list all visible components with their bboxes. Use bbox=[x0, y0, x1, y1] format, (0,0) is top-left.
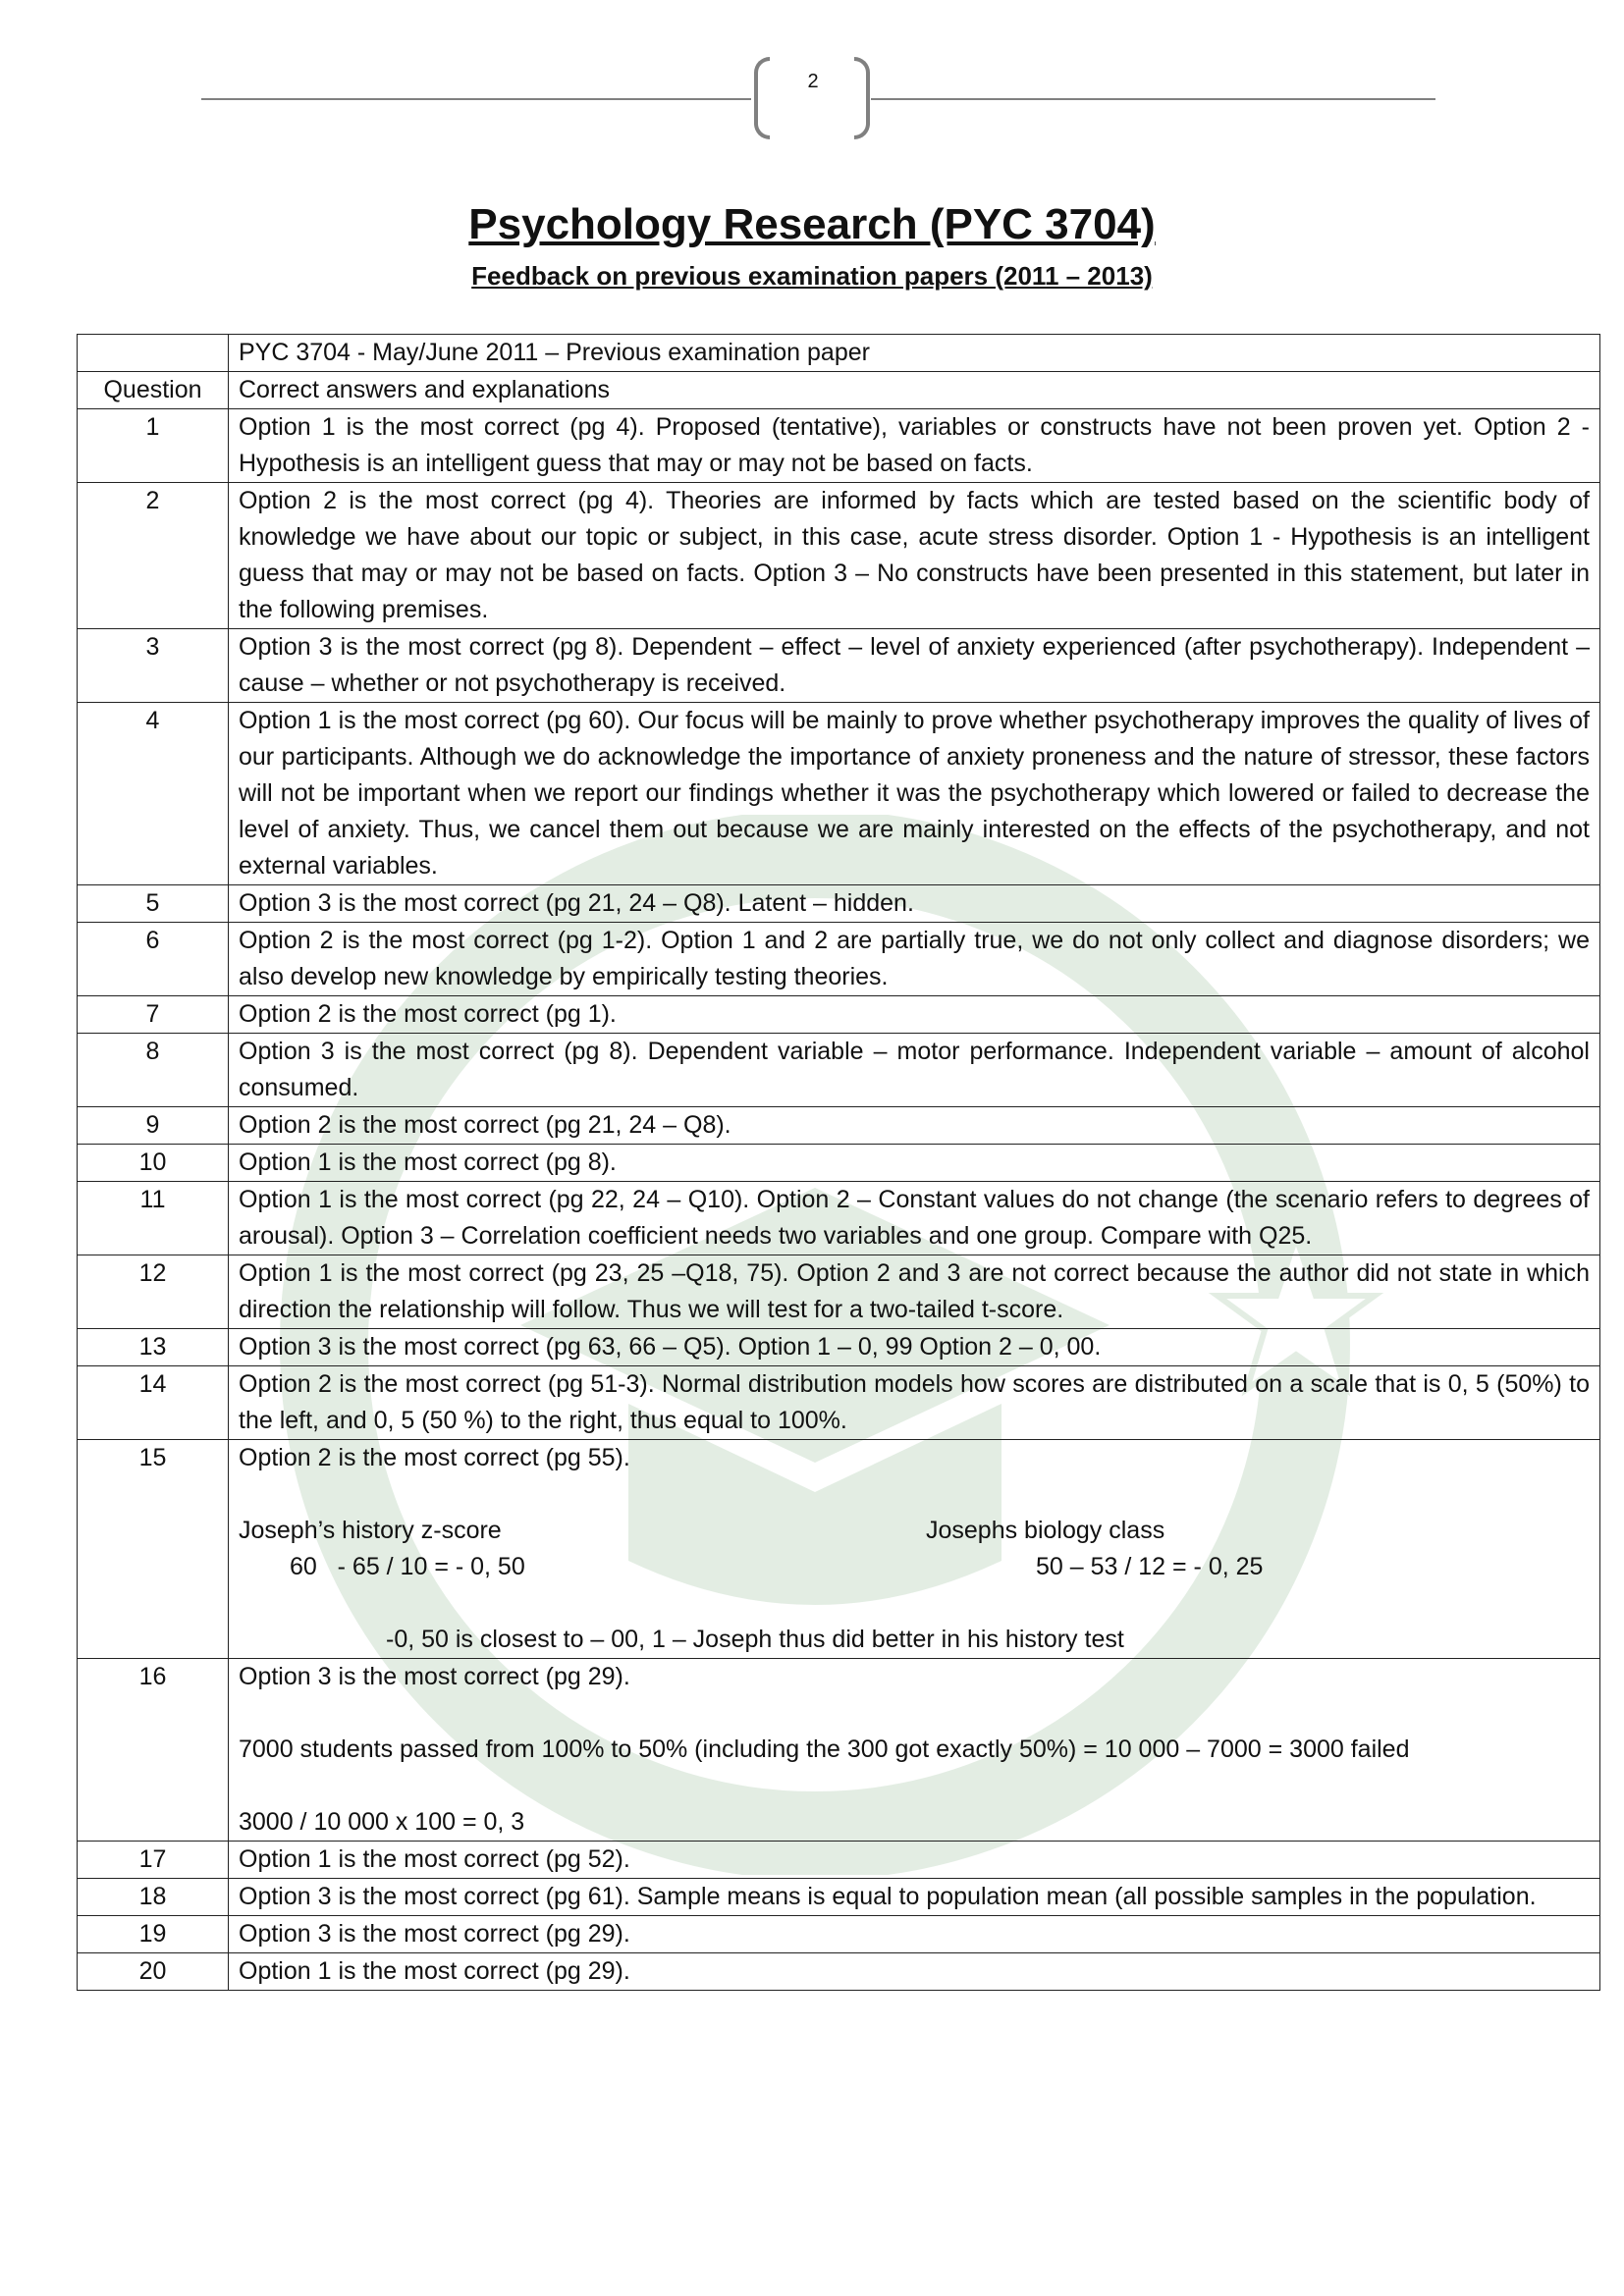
table-row bbox=[78, 885, 1600, 923]
question-number: 5 bbox=[78, 885, 229, 923]
answer-explanation: Option 1 is the most correct (pg 52). bbox=[229, 1842, 1600, 1879]
answer-explanation: Option 3 is the most correct (pg 61). Sample means is equal to population mean (all possible samples in the population. bbox=[229, 1879, 1600, 1916]
question-number: 6 bbox=[78, 923, 229, 996]
answer-explanation: Option 3 is the most correct (pg 29). bbox=[229, 1916, 1600, 1953]
page-number-bracket-right bbox=[854, 57, 870, 139]
question-number: 12 bbox=[78, 1255, 229, 1329]
spacer bbox=[239, 1695, 1590, 1732]
question-number: 10 bbox=[78, 1145, 229, 1182]
question-number: 13 bbox=[78, 1329, 229, 1366]
table-row bbox=[78, 1440, 1600, 1659]
biology-label: Josephs biology class bbox=[926, 1517, 1165, 1544]
table-row bbox=[78, 483, 1600, 629]
answer-explanation: Option 3 is the most correct (pg 63, 66 – Q5). Option 1 – 0, 99 Option 2 – 0, 00. bbox=[229, 1329, 1600, 1366]
table-row bbox=[78, 1255, 1600, 1329]
answer-explanation: Option 2 is the most correct (pg 51-3). Normal distribution models how scores are distributed on a scale that is 0, 5 (50%) to the left, and 0, 5 (50 %) to the right, thus equal to 100%. bbox=[229, 1366, 1600, 1440]
spacer bbox=[239, 1585, 1590, 1622]
table-row bbox=[78, 629, 1600, 703]
page-number-bracket-left bbox=[754, 57, 770, 139]
answer-explanation: Option 2 is the most correct (pg 21, 24 – Q8). bbox=[229, 1107, 1600, 1145]
answer-explanation: Option 3 is the most correct (pg 8). Dependent – effect – level of anxiety experienced (after psychotherapy). Independent – cause – whether or not psychotherapy is received. bbox=[229, 629, 1600, 703]
question-number: 9 bbox=[78, 1107, 229, 1145]
answer-explanation: Option 1 is the most correct (pg 29). bbox=[229, 1953, 1600, 1991]
answer-explanation: Option 2 is the most correct (pg 1). bbox=[229, 996, 1600, 1034]
history-label: Joseph’s history z-score bbox=[239, 1517, 502, 1544]
question-number: 20 bbox=[78, 1953, 229, 1991]
table-row bbox=[78, 1659, 1600, 1842]
answers-table bbox=[77, 334, 1600, 1991]
conclusion-line: -0, 50 is closest to – 00, 1 – Joseph thus did better in his history test bbox=[386, 1626, 1124, 1653]
table-row bbox=[78, 1182, 1600, 1255]
answer-explanation: Option 1 is the most correct (pg 60). Our focus will be mainly to prove whether psychotherapy improves the quality of lives of our participants. Although we do acknowledge the importance of anxiety proneness and the nature of stressor, these factors will not be important when we report our findings whether it was the psychotherapy which lowered or failed to decrease the level of anxiety. Thus, we cancel them out because we are mainly interested on the effects of the psychotherapy, and not external variables. bbox=[229, 703, 1600, 885]
question-number: 1 bbox=[78, 409, 229, 483]
spacer bbox=[239, 1768, 1590, 1804]
answer-line: 3000 / 10 000 x 100 = 0, 3 bbox=[239, 1808, 525, 1836]
question-number: 4 bbox=[78, 703, 229, 885]
empty-cell bbox=[78, 335, 229, 372]
history-calculation: 60 - 65 / 10 = - 0, 50 bbox=[290, 1553, 525, 1580]
answer-explanation: Option 2 is the most correct (pg 1-2). Option 1 and 2 are partially true, we do not only collect and diagnose disorders; we also develop new knowledge by empirically testing theories. bbox=[229, 923, 1600, 996]
question-number: 3 bbox=[78, 629, 229, 703]
question-number: 2 bbox=[78, 483, 229, 629]
z-score-labels bbox=[239, 1513, 1590, 1549]
biology-calculation: 50 – 53 / 12 = - 0, 25 bbox=[1036, 1553, 1264, 1580]
table-row bbox=[78, 1953, 1600, 1991]
answer-explanation: Option 3 is the most correct (pg 8). Dependent variable – motor performance. Independent variable – amount of alcohol consumed. bbox=[229, 1034, 1600, 1107]
header-row bbox=[78, 372, 1600, 409]
header-rule-left bbox=[201, 98, 751, 100]
answer-explanation: Option 1 is the most correct (pg 4). Proposed (tentative), variables or constructs have not been proven yet. Option 2 - Hypothesis is an intelligent guess that may or may not be based on facts. bbox=[229, 409, 1600, 483]
table-row bbox=[78, 703, 1600, 885]
question-number: 17 bbox=[78, 1842, 229, 1879]
question-number: 8 bbox=[78, 1034, 229, 1107]
table-row bbox=[78, 923, 1600, 996]
answer-explanation: Option 2 is the most correct (pg 4). Theories are informed by facts which are tested based on the scientific body of knowledge we have about our topic or subject, in this case, acute stress disorder. Option 1 - Hypothesis is an intelligent guess that may or may not be based on facts. Option 3 – No constructs have been presented in this statement, but later in the following premises. bbox=[229, 483, 1600, 629]
answer-explanation: Option 3 is the most correct (pg 21, 24 – Q8). Latent – hidden. bbox=[229, 885, 1600, 923]
question-number: 18 bbox=[78, 1879, 229, 1916]
question-number: 7 bbox=[78, 996, 229, 1034]
answer-explanation bbox=[229, 1440, 1600, 1659]
column-header-answers: Correct answers and explanations bbox=[229, 372, 1600, 409]
table-row bbox=[78, 409, 1600, 483]
column-header-question: Question bbox=[78, 372, 229, 409]
page-title: Psychology Research (PYC 3704) bbox=[468, 200, 1156, 248]
table-row bbox=[78, 1879, 1600, 1916]
answer-line: 7000 students passed from 100% to 50% (including the 300 got exactly 50%) = 10 000 – 7000 = 3000 failed bbox=[239, 1735, 1410, 1763]
answer-explanation: Option 1 is the most correct (pg 8). bbox=[229, 1145, 1600, 1182]
header-rule-right bbox=[871, 98, 1435, 100]
question-number: 14 bbox=[78, 1366, 229, 1440]
question-number: 19 bbox=[78, 1916, 229, 1953]
table-row bbox=[78, 1366, 1600, 1440]
answer-line: Option 2 is the most correct (pg 55). bbox=[239, 1444, 630, 1471]
paper-label-row bbox=[78, 335, 1600, 372]
table-row bbox=[78, 1842, 1600, 1879]
table-row bbox=[78, 1916, 1600, 1953]
answer-line: Option 3 is the most correct (pg 29). bbox=[239, 1663, 630, 1690]
question-number: 11 bbox=[78, 1182, 229, 1255]
answer-explanation: Option 1 is the most correct (pg 22, 24 – Q10). Option 2 – Constant values do not change (the scenario refers to degrees of arousal). Option 3 – Correlation coefficient needs two variables and one group. Compare with Q25. bbox=[229, 1182, 1600, 1255]
question-number: 15 bbox=[78, 1440, 229, 1659]
page-number: 2 bbox=[807, 71, 819, 92]
table-row bbox=[78, 1329, 1600, 1366]
spacer bbox=[239, 1476, 1590, 1513]
answer-explanation: Option 1 is the most correct (pg 23, 25 –Q18, 75). Option 2 and 3 are not correct because the author did not state in which direction the relationship will follow. Thus we will test for a two-tailed t-score. bbox=[229, 1255, 1600, 1329]
answer-explanation bbox=[229, 1659, 1600, 1842]
table-row bbox=[78, 1145, 1600, 1182]
z-score-calculations bbox=[239, 1549, 1590, 1585]
question-number: 16 bbox=[78, 1659, 229, 1842]
table-row bbox=[78, 1107, 1600, 1145]
table-row bbox=[78, 996, 1600, 1034]
page-subtitle: Feedback on previous examination papers (2011 – 2013) bbox=[471, 261, 1153, 291]
paper-label: PYC 3704 - May/June 2011 – Previous examination paper bbox=[229, 335, 1600, 372]
table-row bbox=[78, 1034, 1600, 1107]
